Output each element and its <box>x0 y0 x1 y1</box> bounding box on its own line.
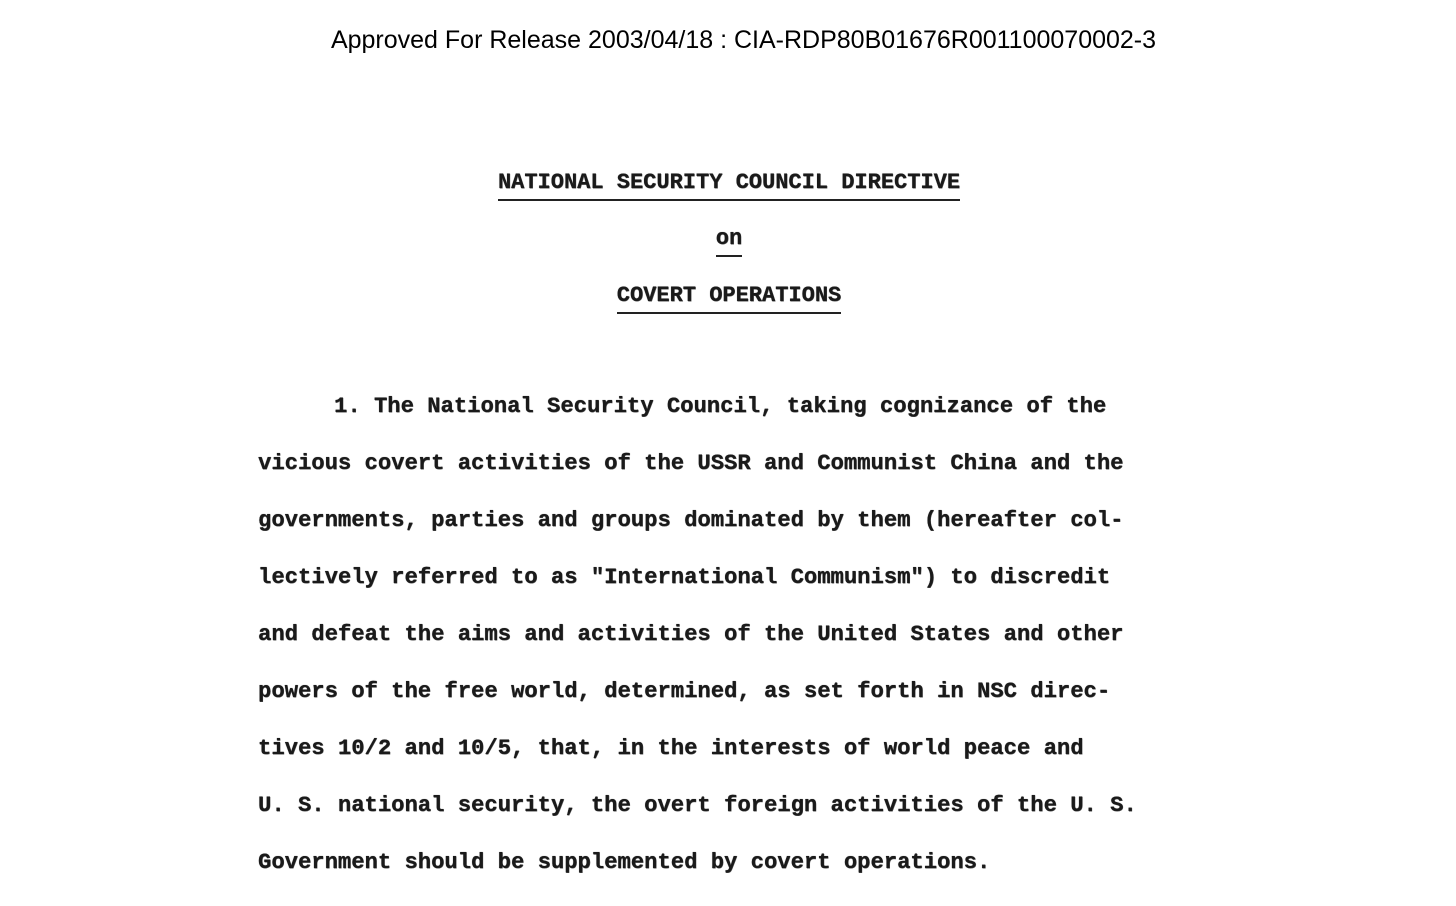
release-header: Approved For Release 2003/04/18 : CIA-RDP80B01676R001100070002-3 <box>330 26 1157 54</box>
title-text-directive: NATIONAL SECURITY COUNCIL DIRECTIVE <box>498 170 960 201</box>
title-line-on <box>0 226 1456 257</box>
paragraph-line: tives 10/2 and 10/5, that, in the interests of world peace and <box>258 736 1084 761</box>
paragraph-line: powers of the free world, determined, as set forth in NSC direc- <box>258 679 1111 704</box>
title-text-on: on <box>716 226 742 257</box>
title-text-covert-operations: COVERT OPERATIONS <box>617 283 841 314</box>
title-line-directive <box>0 170 1456 201</box>
paragraph-line: governments, parties and groups dominated by them (hereafter col- <box>258 508 1124 533</box>
paragraph-line: vicious covert activities of the USSR and Communist China and the <box>258 451 1124 476</box>
paragraph-line: 1. The National Security Council, taking cognizance of the <box>334 394 1107 419</box>
paragraph-line: lectively referred to as "International Communism") to discredit <box>258 565 1111 590</box>
paragraph-line: and defeat the aims and activities of the United States and other <box>258 622 1124 647</box>
paragraph-line: U. S. national security, the overt foreign activities of the U. S. <box>258 793 1137 818</box>
paragraph-line: Government should be supplemented by covert operations. <box>258 850 991 875</box>
title-line-covert-operations <box>0 283 1456 314</box>
